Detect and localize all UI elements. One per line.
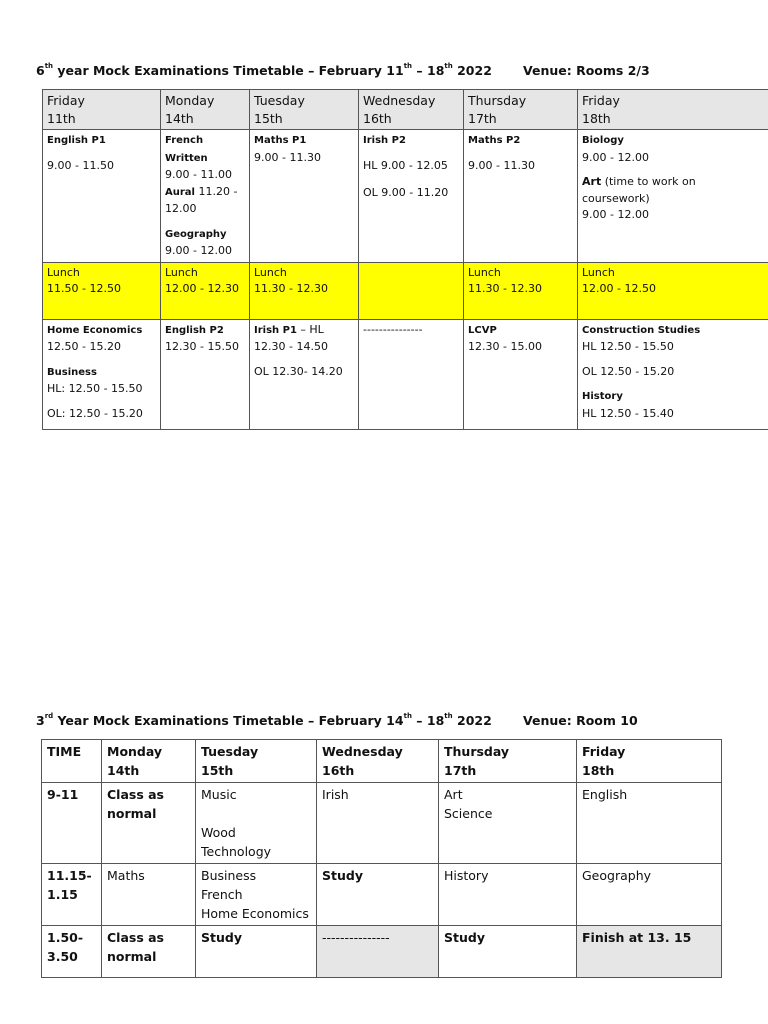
title-sup: th — [444, 712, 453, 720]
header-wed16: Wednesday 16th — [359, 90, 464, 130]
cell-fri11-morning: English P1 9.00 - 11.50 — [43, 130, 161, 263]
cell-mon: Class as normal — [102, 926, 196, 978]
sixth-year-venue: Venue: Rooms 2/3 — [523, 63, 650, 78]
header-time: TIME — [42, 740, 102, 783]
cell-fri: Finish at 13. 15 — [577, 926, 722, 978]
title-sup: th — [403, 62, 413, 70]
cell-tue: Study — [196, 926, 317, 978]
cell-wed: Study — [317, 864, 439, 926]
cell-fri: Geography — [577, 864, 722, 926]
header-fri11: Friday 11th — [43, 90, 161, 130]
cell-thu17-morning: Maths P2 9.00 - 11.30 — [464, 130, 578, 263]
title-part: – 18 — [412, 63, 445, 78]
title-part: Year Mock Examinations Timetable – February 14 — [53, 713, 404, 728]
cell-mon: Maths — [102, 864, 196, 926]
lunch-row — [43, 262, 768, 319]
row-11-1 — [42, 864, 722, 926]
third-year-venue: Venue: Room 10 — [523, 713, 638, 728]
cell-thu: Study — [439, 926, 577, 978]
sixth-year-timetable — [42, 89, 768, 430]
title-part: 6 — [36, 63, 45, 78]
lunch-wed16 — [359, 262, 464, 319]
title-sup: rd — [44, 712, 54, 720]
cell-tue: Business French Home Economics — [196, 864, 317, 926]
header-row — [43, 90, 768, 130]
third-year-timetable — [41, 739, 722, 978]
cell-thu: History — [439, 864, 577, 926]
header-mon14: Monday 14th — [161, 90, 250, 130]
header-fri18: Friday 18th — [578, 90, 768, 130]
header-row — [42, 740, 722, 783]
title-part: 2022 — [452, 63, 492, 78]
lunch-fri11: Lunch 11.50 - 12.50 — [43, 262, 161, 319]
lunch-thu17: Lunch 11.30 - 12.30 — [464, 262, 578, 319]
lunch-fri18: Lunch 12.00 - 12.50 — [578, 262, 768, 319]
cell-mon14-morning: French Written 9.00 - 11.00 Aural 11.20 - 12.00 Geography 9.00 - 12.00 — [161, 130, 250, 263]
time-cell: 1.50- 3.50 — [42, 926, 102, 978]
header-fri18: Friday 18th — [577, 740, 722, 783]
lunch-tue15: Lunch 11.30 - 12.30 — [250, 262, 359, 319]
cell-wed: --------------- — [317, 926, 439, 978]
title-sup: th — [403, 712, 412, 720]
title-part: 3 — [36, 713, 45, 728]
cell-tue15-afternoon: Irish P1 – HL 12.30 - 14.50 OL 12.30- 14.20 — [250, 319, 359, 429]
cell-mon14-afternoon: English P2 12.30 - 15.50 — [161, 319, 250, 429]
cell-tue15-morning: Maths P1 9.00 - 11.30 — [250, 130, 359, 263]
header-tue15: Tuesday 15th — [196, 740, 317, 783]
header-thu17: Thursday 17th — [439, 740, 577, 783]
title-part: – 18 — [411, 713, 445, 728]
third-year-title — [36, 713, 492, 728]
lunch-mon14: Lunch 12.00 - 12.30 — [161, 262, 250, 319]
cell-fri: English — [577, 783, 722, 864]
header-wed16: Wednesday 16th — [317, 740, 439, 783]
afternoon-row — [43, 319, 768, 429]
cell-wed: Irish — [317, 783, 439, 864]
cell-wed16-afternoon: --------------- — [359, 319, 464, 429]
header-tue15: Tuesday 15th — [250, 90, 359, 130]
cell-thu17-afternoon: LCVP 12.30 - 15.00 — [464, 319, 578, 429]
cell-wed16-morning: Irish P2 HL 9.00 - 12.05 OL 9.00 - 11.20 — [359, 130, 464, 263]
cell-fri18-afternoon: Construction Studies HL 12.50 - 15.50 OL 12.50 - 15.20 History HL 12.50 - 15.40 — [578, 319, 768, 429]
row-9-11 — [42, 783, 722, 864]
row-1-3 — [42, 926, 722, 978]
time-cell: 11.15- 1.15 — [42, 864, 102, 926]
title-part: year Mock Examinations Timetable – February 11 — [53, 63, 404, 78]
header-thu17: Thursday 17th — [464, 90, 578, 130]
cell-thu: Art Science — [439, 783, 577, 864]
cell-fri18-morning: Biology 9.00 - 12.00 Art (time to work on coursework) 9.00 - 12.00 — [578, 130, 768, 263]
sixth-year-title — [36, 63, 492, 78]
header-mon14: Monday 14th — [102, 740, 196, 783]
cell-mon: Class as normal — [102, 783, 196, 864]
cell-tue: Music Wood Technology — [196, 783, 317, 864]
title-sup: th — [44, 62, 54, 70]
cell-fri11-afternoon: Home Economics 12.50 - 15.20 Business HL: 12.50 - 15.50 OL: 12.50 - 15.20 — [43, 319, 161, 429]
morning-row — [43, 130, 768, 263]
title-part: 2022 — [452, 713, 492, 728]
time-cell: 9-11 — [42, 783, 102, 864]
title-sup: th — [444, 62, 453, 70]
